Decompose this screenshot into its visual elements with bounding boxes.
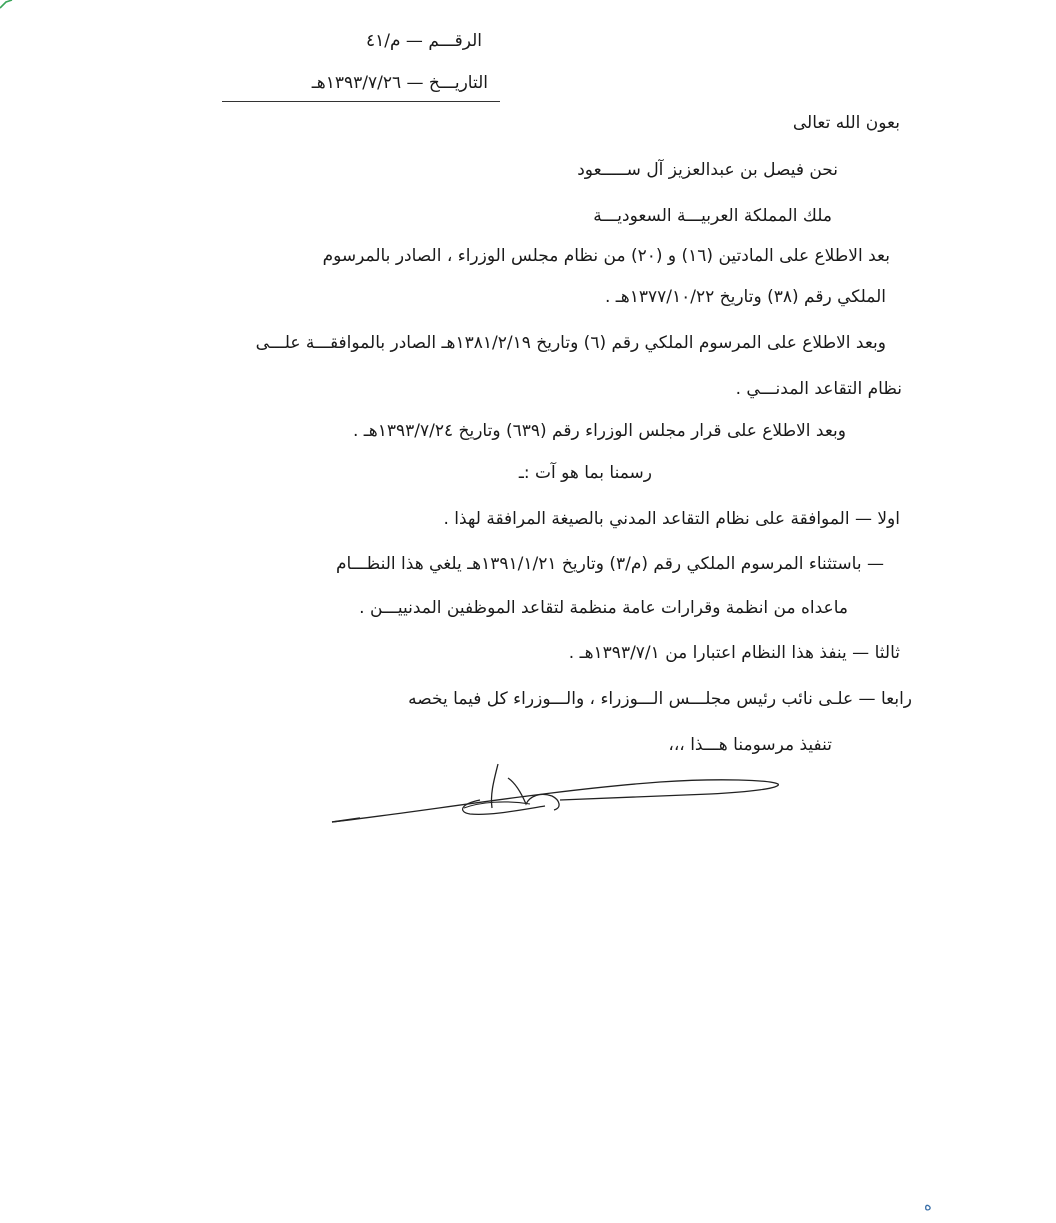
royal-signature [330, 760, 790, 840]
paragraph-2-line-1: وبعد الاطلاع على المرسوم الملكي رقم (٦) وتاريخ ١٣٨١/٢/١٩هـ الصادر بالموافقـــة علـــى [255, 333, 886, 353]
article-first: اولا — الموافقة على نظام التقاعد المدني بالصيغة المرافقة لهذا . [443, 509, 900, 529]
decree-phrase: رسمنا بما هو آت :ـ [518, 463, 652, 483]
reference-number: الرقـــم — م/٤١ [366, 31, 482, 51]
corner-tick-mark [0, 0, 14, 10]
paragraph-3: وبعد الاطلاع على قرار مجلس الوزراء رقم (٦٣٩) وتاريخ ١٣٩٣/٧/٢٤هـ . [352, 421, 846, 441]
paragraph-1-line-1: بعد الاطلاع على المادتين (١٦) و (٢٠) من نظام مجلس الوزراء ، الصادر بالمرسوم [322, 246, 890, 266]
article-fourth-line-1: رابعا — علـى نائب رئيس مجلـــس الـــوزراء ، والـــوزراء كل فيما يخصه [408, 689, 912, 709]
header-underline [222, 101, 500, 102]
issuer-line: نحن فيصل بن عبدالعزيز آل ســـــعود [577, 160, 838, 180]
article-second-line-2: ماعداه من انظمة وقرارات عامة منظمة لتقاعد الموظفين المدنييـــن . [359, 598, 848, 618]
paragraph-2-line-2: نظام التقاعد المدنـــي . [735, 379, 902, 399]
document-date: التاريـــخ — ١٣٩٣/٧/٢٦هـ [311, 73, 488, 93]
invocation-line: بعون الله تعالى [792, 113, 900, 133]
article-third: ثالثا — ينفذ هذا النظام اعتبارا من ١٣٩٣/٧/١هـ . [568, 643, 900, 663]
article-second-line-1: — باستثناء المرسوم الملكي رقم (م/٣) وتاريخ ١٣٩١/١/٢١هـ يلغي هذا النظـــام [336, 554, 884, 574]
corner-footnote-mark: ه [924, 1196, 932, 1214]
article-fourth-line-2: تنفيذ مرسومنا هـــذا ،،، [668, 735, 832, 755]
paragraph-1-line-2: الملكي رقم (٣٨) وتاريخ ١٣٧٧/١٠/٢٢هـ . [604, 287, 886, 307]
title-line: ملك المملكة العربيـــة السعوديـــة [593, 206, 832, 226]
